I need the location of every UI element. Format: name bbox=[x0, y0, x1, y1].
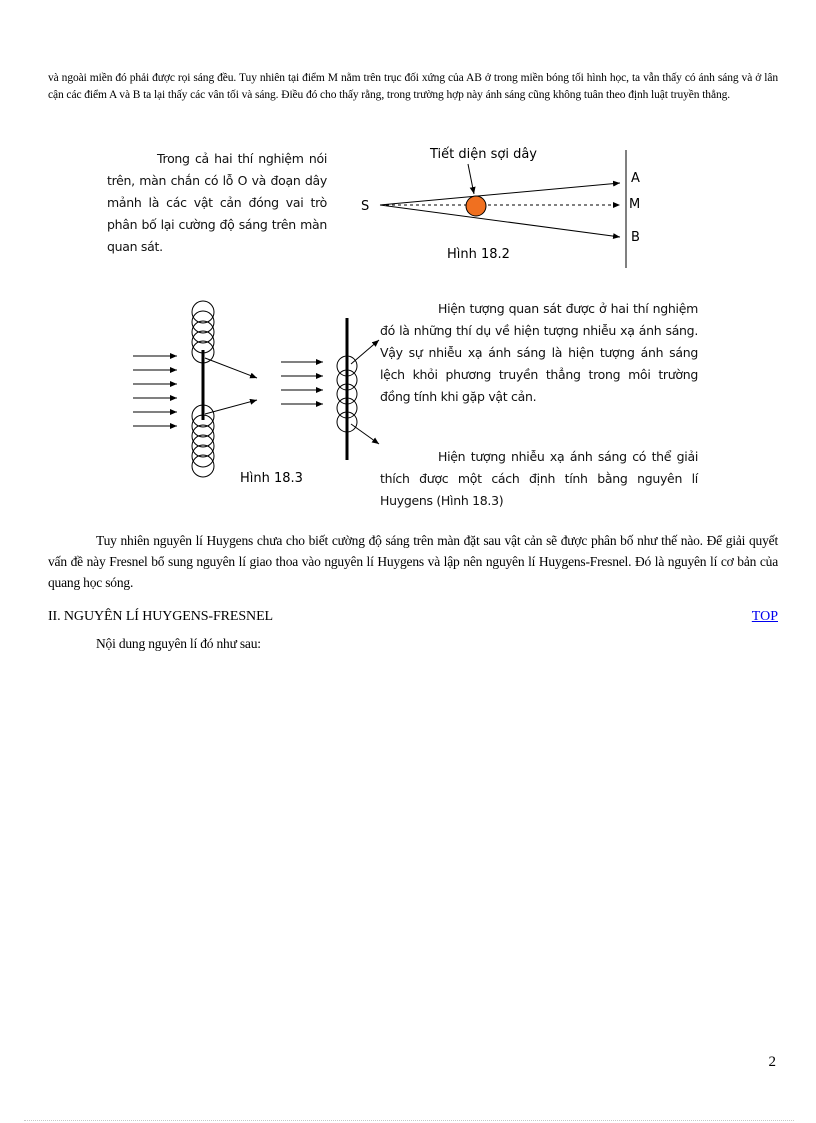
ray-lower bbox=[380, 205, 620, 237]
point-b-label: B bbox=[631, 230, 640, 245]
diffraction-paragraph: Hiện tượng quan sát được ở hai thí nghiệm đó là những thí dụ về hiện tượng nhiễu xạ ánh sáng. Vậy sự nhiễu xạ ánh sáng là hiện tượng ánh sáng lệch khỏi phương truyền thẳng trong môi trường đồng tính khi gặp vật cản. bbox=[380, 301, 698, 404]
diffracted-ray-right-upper bbox=[351, 340, 379, 364]
figure-18-3-caption: Hình 18.3 bbox=[240, 471, 303, 486]
figure-18-3 bbox=[125, 298, 395, 492]
point-m-label: M bbox=[629, 197, 641, 212]
figure-18-2-caption: Hình 18.2 bbox=[447, 247, 510, 262]
diffracted-ray-lower bbox=[205, 400, 257, 414]
experiments-note-paragraph: Trong cả hai thí nghiệm nói trên, màn chắn có lỗ O và đoạn dây mảnh là các vật cản đóng vai trò phân bố lại cường độ sáng trên màn quan sát. bbox=[107, 151, 327, 254]
point-a-label: A bbox=[631, 171, 640, 186]
main-paragraph: Tuy nhiên nguyên lí Huygens chưa cho biết cường độ sáng trên màn đặt sau vật cản sẽ được phân bố như thế nào. Để giải quyết vấn đề này Fresnel bổ sung nguyên lí giao thoa vào nguyên lí Huygens và lập nên nguyên lí Huygens-Fresnel. Đó là nguyên lí cơ bản của quang học sóng. bbox=[48, 533, 778, 590]
wire-cross-section bbox=[466, 196, 486, 216]
top-link[interactable]: TOP bbox=[751, 609, 778, 624]
diffracted-ray-right-lower bbox=[351, 424, 379, 444]
wire-label: Tiết diện sợi dây bbox=[430, 147, 537, 162]
diffracted-ray-upper bbox=[205, 358, 257, 378]
incident-rays-right bbox=[281, 362, 323, 404]
source-label: S bbox=[361, 199, 370, 214]
incident-rays-left bbox=[133, 356, 177, 426]
section-intro: Nội dung nguyên lí đó như sau: bbox=[96, 636, 261, 651]
page-border-line bbox=[24, 1120, 794, 1121]
ray-upper bbox=[380, 183, 620, 205]
wire-label-pointer bbox=[468, 164, 474, 194]
section-heading: II. NGUYÊN LÍ HUYGENS-FRESNEL bbox=[48, 609, 273, 624]
page-number: 2 bbox=[768, 1054, 776, 1070]
figure-18-2 bbox=[350, 140, 660, 272]
intro-paragraph: và ngoài miền đó phải được rọi sáng đều. Tuy nhiên tại điểm M nằm trên trục đối xứng của AB ở trong miền bóng tối hình học, ta vẫn thấy có ánh sáng và ở lân cận các điểm A và B ta lại thấy các vân tối và sáng. Điều đó cho thấy rằng, trong trường hợp này ánh sáng cũng không tuân theo định luật truyền thẳng. bbox=[48, 72, 778, 101]
huygens-paragraph: Hiện tượng nhiễu xạ ánh sáng có thể giải thích được một cách định tính bằng nguyên lí Huygens (Hình 18.3) bbox=[380, 449, 698, 508]
